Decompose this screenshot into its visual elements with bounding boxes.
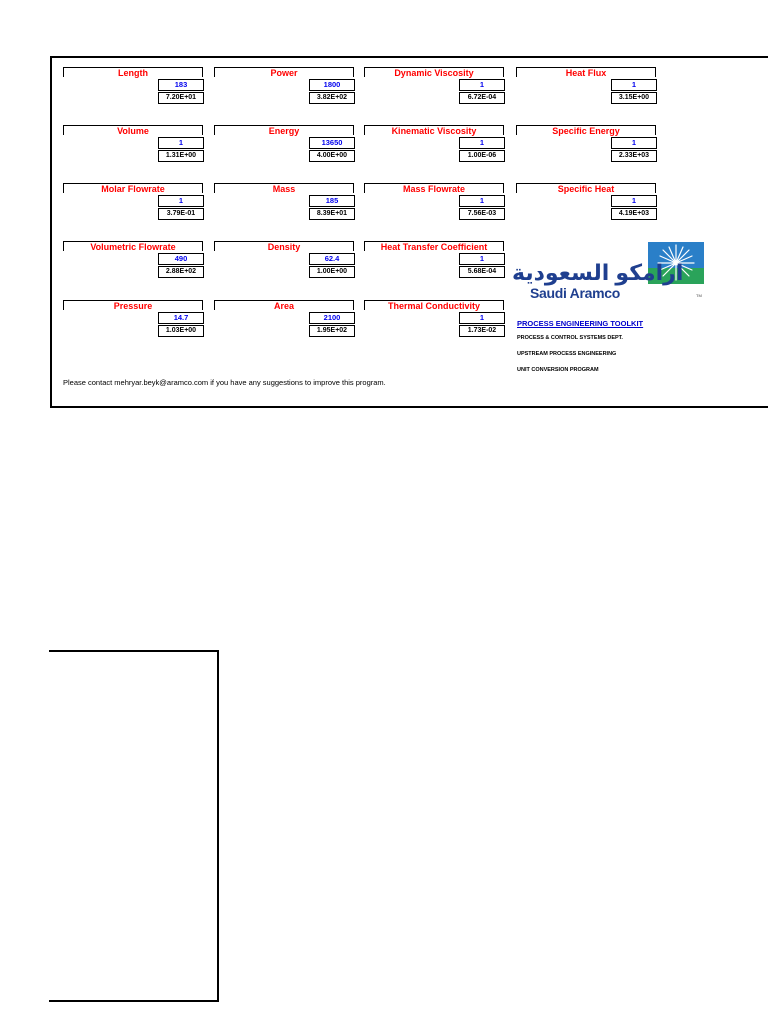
mass-result: 8.39E+01 <box>309 208 355 220</box>
trademark-mark: TM <box>696 293 702 298</box>
process-engineering-toolkit-link[interactable]: PROCESS ENGINEERING TOOLKIT <box>517 319 644 328</box>
specific-heat-input[interactable]: 1 <box>611 195 657 207</box>
specific-energy-input[interactable]: 1 <box>611 137 657 149</box>
volumetric-flowrate-converter <box>63 241 203 281</box>
volumetric-flowrate-input[interactable]: 490 <box>158 253 204 265</box>
specific-heat-result: 4.19E+03 <box>611 208 657 220</box>
mass-flowrate-label: Mass Flowrate <box>402 184 466 194</box>
mass-flowrate-input[interactable]: 1 <box>459 195 505 207</box>
specific-energy-result: 2.33E+03 <box>611 150 657 162</box>
dynamic-viscosity-input[interactable]: 1 <box>459 79 505 91</box>
department-label: PROCESS & CONTROL SYSTEMS DEPT. <box>517 335 623 341</box>
heat-transfer-coefficient-label: Heat Transfer Coefficient <box>380 242 488 252</box>
volume-result: 1.31E+00 <box>158 150 204 162</box>
heat-transfer-coefficient-converter <box>364 241 504 281</box>
specific-energy-label: Specific Energy <box>552 126 620 136</box>
area-converter <box>214 300 354 340</box>
volume-input[interactable]: 1 <box>158 137 204 149</box>
power-input[interactable]: 1800 <box>309 79 355 91</box>
molar-flowrate-result: 3.79E-01 <box>158 208 204 220</box>
density-label: Density <box>267 242 301 252</box>
heat-flux-converter <box>516 67 656 107</box>
specific-heat-label: Specific Heat <box>557 184 615 194</box>
aramco-arabic-wordmark: ارامكو السعودية <box>512 260 684 285</box>
energy-input[interactable]: 13650 <box>309 137 355 149</box>
molar-flowrate-label: Molar Flowrate <box>101 184 165 194</box>
kinematic-viscosity-result: 1.00E-06 <box>459 150 505 162</box>
length-converter <box>63 67 203 107</box>
mass-flowrate-converter <box>364 183 504 223</box>
kinematic-viscosity-input[interactable]: 1 <box>459 137 505 149</box>
pressure-input[interactable]: 14.7 <box>158 312 204 324</box>
lower-frame <box>49 650 219 1002</box>
heat-flux-result: 3.15E+00 <box>611 92 657 104</box>
pressure-result: 1.03E+00 <box>158 325 204 337</box>
aramco-latin-wordmark: Saudi Aramco <box>530 285 621 301</box>
length-input[interactable]: 183 <box>158 79 204 91</box>
dynamic-viscosity-label: Dynamic Viscosity <box>394 68 474 78</box>
program-label: UNIT CONVERSION PROGRAM <box>517 367 599 373</box>
dynamic-viscosity-converter <box>364 67 504 107</box>
group-label: UPSTREAM PROCESS ENGINEERING <box>517 351 617 357</box>
area-result: 1.95E+02 <box>309 325 355 337</box>
length-result: 7.20E+01 <box>158 92 204 104</box>
thermal-conductivity-result: 1.73E-02 <box>459 325 505 337</box>
mass-label: Mass <box>272 184 296 194</box>
volumetric-flowrate-result: 2.88E+02 <box>158 266 204 278</box>
mass-flowrate-result: 7.56E-03 <box>459 208 505 220</box>
volume-label: Volume <box>117 126 149 136</box>
density-result: 1.00E+00 <box>309 266 355 278</box>
mass-converter <box>214 183 354 223</box>
density-converter <box>214 241 354 281</box>
contact-note: Please contact mehryar.beyk@aramco.com if you have any suggestions to improve this program. <box>63 378 386 387</box>
thermal-conductivity-label: Thermal Conductivity <box>387 301 480 311</box>
kinematic-viscosity-converter <box>364 125 504 165</box>
molar-flowrate-input[interactable]: 1 <box>158 195 204 207</box>
pressure-label: Pressure <box>113 301 153 311</box>
mass-input[interactable]: 185 <box>309 195 355 207</box>
energy-converter <box>214 125 354 165</box>
specific-energy-converter <box>516 125 656 165</box>
specific-heat-converter <box>516 183 656 223</box>
heat-flux-label: Heat Flux <box>565 68 607 78</box>
area-label: Area <box>273 301 294 311</box>
thermal-conductivity-converter <box>364 300 504 340</box>
energy-result: 4.00E+00 <box>309 150 355 162</box>
heat-transfer-coefficient-result: 5.68E-04 <box>459 266 505 278</box>
thermal-conductivity-input[interactable]: 1 <box>459 312 505 324</box>
heat-transfer-coefficient-input[interactable]: 1 <box>459 253 505 265</box>
energy-label: Energy <box>268 126 300 136</box>
volume-converter <box>63 125 203 165</box>
dynamic-viscosity-result: 6.72E-04 <box>459 92 505 104</box>
length-label: Length <box>118 68 148 78</box>
power-converter <box>214 67 354 107</box>
power-label: Power <box>270 68 298 78</box>
density-input[interactable]: 62.4 <box>309 253 355 265</box>
power-result: 3.82E+02 <box>309 92 355 104</box>
kinematic-viscosity-label: Kinematic Viscosity <box>391 126 477 136</box>
pressure-converter <box>63 300 203 340</box>
volumetric-flowrate-label: Volumetric Flowrate <box>90 242 176 252</box>
molar-flowrate-converter <box>63 183 203 223</box>
heat-flux-input[interactable]: 1 <box>611 79 657 91</box>
converter-sheet-frame <box>50 56 768 408</box>
area-input[interactable]: 2100 <box>309 312 355 324</box>
